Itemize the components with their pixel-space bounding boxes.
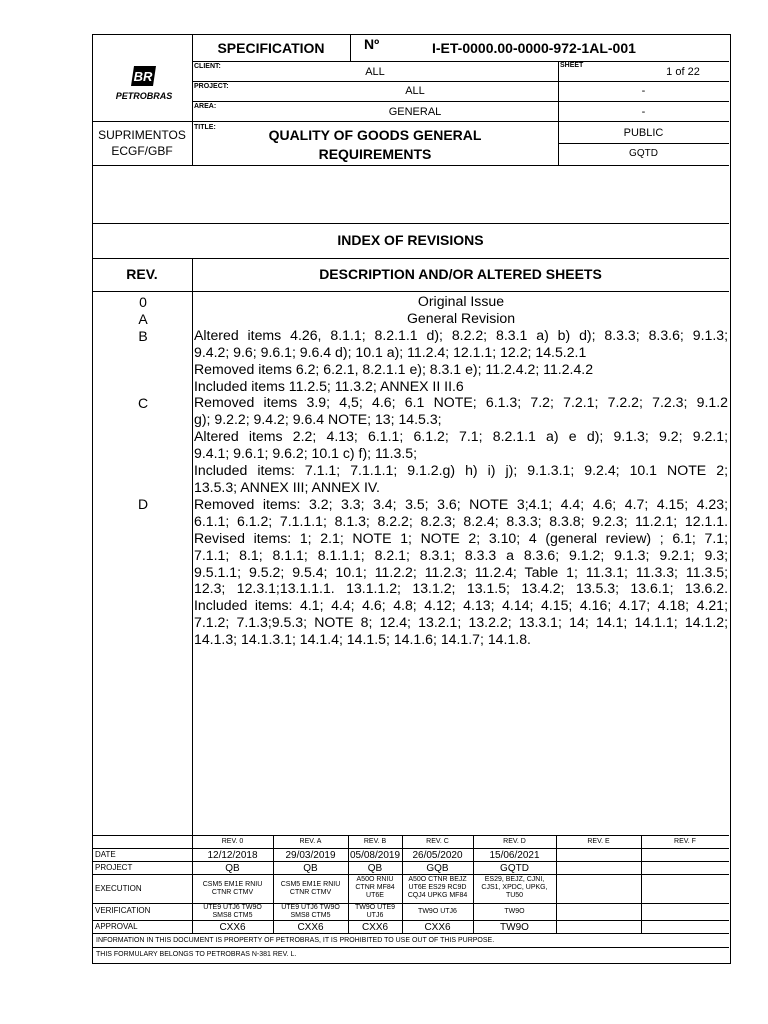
department: [92, 127, 192, 159]
index-top-line: [92, 223, 729, 224]
description-column-header: DESCRIPTION AND/OR ALTERED SHEETS: [319, 266, 602, 282]
rev-d-column-header: REV. D: [503, 838, 526, 845]
verification-row-label: VERIFICATION: [95, 906, 151, 915]
number-symbol: Nº: [364, 36, 380, 52]
date-cell: 26/05/2020: [412, 850, 463, 861]
approval-row-line: [92, 903, 729, 904]
project-label: PROJECT:: [194, 83, 229, 90]
approval-row-line: [92, 874, 729, 875]
approval-cell: CXX6: [297, 922, 324, 933]
rev-letter-d: D: [137, 496, 149, 512]
project-cell: QB: [225, 863, 240, 874]
classification-code: GQTD: [629, 148, 658, 159]
area-right-value: -: [641, 106, 646, 118]
approval-table-top-line: [92, 835, 729, 836]
header-bottom-line: [92, 165, 729, 166]
approval-cell: CXX6: [424, 922, 451, 933]
index-header-line: [92, 291, 729, 292]
approval-row-line: [92, 861, 729, 862]
approval-cell: CXX6: [219, 922, 246, 933]
project-value: ALL: [405, 85, 425, 97]
verification-cell: UTE9 UTJ6 TW9O SMS8 CTM5: [281, 904, 340, 919]
client-label: CLIENT:: [194, 63, 221, 70]
approval-row-label: APPROVAL: [95, 922, 138, 931]
project-right-value: -: [641, 85, 646, 97]
approval-footer-line: [92, 947, 729, 948]
rev-c-line: Included items: 7.1.1; 7.1.1.1; 9.1.2.g) h) i) j); 9.1.3.1; 9.2.4; 10.1 NOTE 2;: [194, 462, 728, 479]
index-heading: INDEX OF REVISIONS: [337, 232, 484, 248]
header-line-2: [192, 81, 729, 82]
rev-b-column-header: REV. B: [363, 838, 387, 845]
rev-c-line: g); 9.2.2; 9.4.2; 9.6.4 NOTE; 13; 14.5.3;: [194, 411, 442, 428]
title-label: TITLE:: [194, 124, 216, 131]
index-heading-line: [92, 258, 729, 259]
rev-d-line: Revised items: 1; 2.1; NOTE 1; NOTE 2; 3.10; 4 (general review) ; 6.1; 7.1;: [194, 529, 728, 546]
date-cell: 15/06/2021: [489, 850, 540, 861]
rev-letter-b: B: [138, 328, 148, 344]
verification-cell: UTE9 UTJ6 TW9O SMS8 CTM5: [203, 904, 262, 919]
execution-cell: ES29, BEJZ, CJNI, CJS1, XPDC, UPKG, TU50: [481, 876, 548, 899]
sheet-label: SHEET: [560, 62, 584, 69]
rev-b-line: 9.4.2; 9.6; 9.6.1; 9.6.4 d); 10.1 a); 11.2.4; 12.1.1; 12.2; 14.5.2.1: [194, 343, 587, 360]
revision-descriptions: [194, 293, 728, 648]
rev-c-line: Removed items 3.9; 4,5; 4.6; 6.1 NOTE; 6.1.3; 7.2; 7.2.1; 7.2.2; 7.2.3; 9.1.2: [194, 394, 728, 411]
execution-cell: A50O RNIU CTNR MF84 UT6E: [355, 876, 395, 899]
document-title-line-2: REQUIREMENTS: [318, 146, 432, 162]
rev-d-line: Removed items: 3.2; 3.3; 3.4; 3.5; 3.6; NOTE 3;4.1; 4.4; 4.6; 4.7; 4.15; 4.23;: [194, 495, 728, 512]
approval-cell: TW9O: [500, 922, 529, 933]
rev-letter-c: C: [137, 395, 149, 411]
rev-d-line: 7.1.2; 7.1.3;9.5.3; NOTE 8; 12.4; 13.2.1; 13.2.2; 13.3.1; 14; 14.1; 14.1.1; 14.1.2;: [194, 614, 728, 631]
rev-d-line: 14.1.3; 14.1.3.1; 14.1.4; 14.1.5; 14.1.6; 14.1.7; 14.1.8.: [194, 631, 531, 648]
rev-0-column-header: REV. 0: [221, 838, 244, 845]
rev-e-column-header: REV. E: [587, 838, 610, 845]
header-number-divider: [350, 34, 351, 61]
approval-row-line: [92, 848, 729, 849]
department-line-1: SUPRIMENTOS: [98, 128, 186, 142]
client-value: ALL: [365, 66, 385, 78]
rev-b-line: Altered items 4.26, 8.1.1; 8.2.1.1 d); 8.2.2; 8.3.1 a) b) d); 8.3.3; 8.3.6; 9.1.3;: [194, 326, 728, 343]
formulary-notice: THIS FORMULARY BELONGS TO PETROBRAS N-381 REV. L.: [96, 951, 297, 958]
approval-col-divider: [556, 835, 557, 933]
svg-text:BR: BR: [133, 69, 153, 84]
approval-row-line: [92, 933, 729, 934]
date-cell: 12/12/2018: [207, 850, 258, 861]
rev-a-column-header: REV. A: [299, 838, 322, 845]
rev-a-description: General Revision: [406, 309, 516, 326]
rev-c-column-header: REV. C: [426, 838, 449, 845]
rev-d-line: Included items: 4.1; 4.4; 4.6; 4.8; 4.12; 4.13; 4.14; 4.15; 4.16; 4.17; 4.18; 4.21;: [194, 597, 728, 614]
rev-column-header: REV.: [126, 266, 158, 282]
header-line-3: [192, 101, 729, 102]
verification-cell: TW9O: [504, 908, 525, 915]
verification-cell: TW9O UTJ6: [418, 908, 457, 915]
rev-b-line: Included items 11.2.5; 11.3.2; ANNEX II II.6: [194, 377, 464, 394]
rev-f-column-header: REV. F: [674, 838, 696, 845]
header-line-4: [92, 121, 729, 122]
project-cell: QB: [303, 863, 318, 874]
rev-b-line: Removed items 6.2; 6.2.1, 8.2.1.1 e); 8.3.1 e); 11.2.4.2; 11.2.4.2: [194, 360, 594, 377]
rev-c-line: 13.5.3; ANNEX III; ANNEX IV.: [194, 478, 380, 495]
rev-letter-0: 0: [139, 294, 147, 310]
rev-letter-a: A: [138, 311, 148, 327]
sheet-value: 1 of 22: [666, 66, 700, 78]
date-cell: 05/08/2019: [349, 850, 401, 861]
rev-c-line: Altered items 2.2; 4.13; 6.1.1; 6.1.2; 7.1; 8.2.1.1 a) e d); 9.1.3; 9.2; 9.2.1;: [194, 428, 728, 445]
document-title-line-1: QUALITY OF GOODS GENERAL: [268, 127, 482, 143]
rev-d-line: 9.5.1.1; 9.5.2; 9.5.4; 10.1; 11.2.2; 11.2.3; 11.2.4; Table 1; 11.3.1; 11.3.3; 11.3.5;: [194, 563, 728, 580]
rev-d-line: 12.3; 12.3.1;13.1.1.1. 13.1.1.2; 13.1.2; 13.1.5; 13.4.2; 13.5.3; 13.6.1; 13.6.2.: [194, 580, 728, 597]
br-logo-icon: [112, 62, 176, 106]
index-column-divider: [192, 258, 193, 835]
project-cell: GQB: [426, 863, 449, 874]
rev-d-line: 6.1.1; 6.1.2; 7.1.1.1; 8.1.3; 8.2.2; 8.2.3; 8.2.4; 8.3.3; 8.3.8; 9.2.3; 11.2.1; 12.1.1.: [194, 512, 728, 529]
department-line-2: ECGF/GBF: [111, 144, 173, 158]
execution-cell: CSM5 EM1E RNIU CTNR CTMV: [280, 881, 341, 896]
approval-row-line: [92, 920, 729, 921]
approval-cell: CXX6: [361, 922, 389, 933]
header-line-5: [558, 143, 729, 144]
approval-col-divider: [641, 835, 642, 933]
svg-text:PETROBRAS: PETROBRAS: [115, 91, 173, 101]
rev-d-line: 7.1.1; 8.1; 8.1.1; 8.1.1.1; 8.2.1; 8.3.1; 8.3.3 a 8.3.6; 9.1.2; 9.1.3; 9.2.1; 9.3;: [194, 546, 728, 563]
document-number: I-ET-0000.00-0000-972-1AL-001: [432, 40, 636, 56]
area-value: GENERAL: [388, 106, 442, 118]
date-cell: 29/03/2019: [285, 850, 336, 861]
specification-label: SPECIFICATION: [217, 40, 325, 56]
execution-row-label: EXECUTION: [95, 884, 142, 893]
project-cell: QB: [367, 863, 383, 874]
execution-cell: CSM5 EM1E RNIU CTNR CTMV: [202, 881, 263, 896]
project-row-label: PROJECT: [95, 863, 133, 872]
property-notice: INFORMATION IN THIS DOCUMENT IS PROPERTY OF PETROBRAS, IT IS PROHIBITED TO USE OUT OF THIS PURPOSE.: [96, 937, 495, 944]
rev-c-line: 9.4.1; 9.6.1; 9.6.2; 10.1 c) f); 11.3.5;: [194, 445, 418, 462]
petrobras-logo: [112, 62, 176, 106]
execution-cell: A50O CTNR BEJZ UT6E ES29 RC9D CQJ4 UPKG MF84: [407, 876, 468, 899]
area-label: AREA:: [194, 103, 217, 110]
date-row-label: DATE: [95, 850, 116, 859]
project-cell: GQTD: [500, 863, 529, 874]
classification: PUBLIC: [623, 127, 664, 139]
header-line-1: [192, 61, 729, 62]
document-title: [192, 126, 558, 164]
verification-cell: TW9O UTE9 UTJ6: [354, 904, 396, 919]
rev-0-description: Original Issue: [417, 293, 505, 309]
